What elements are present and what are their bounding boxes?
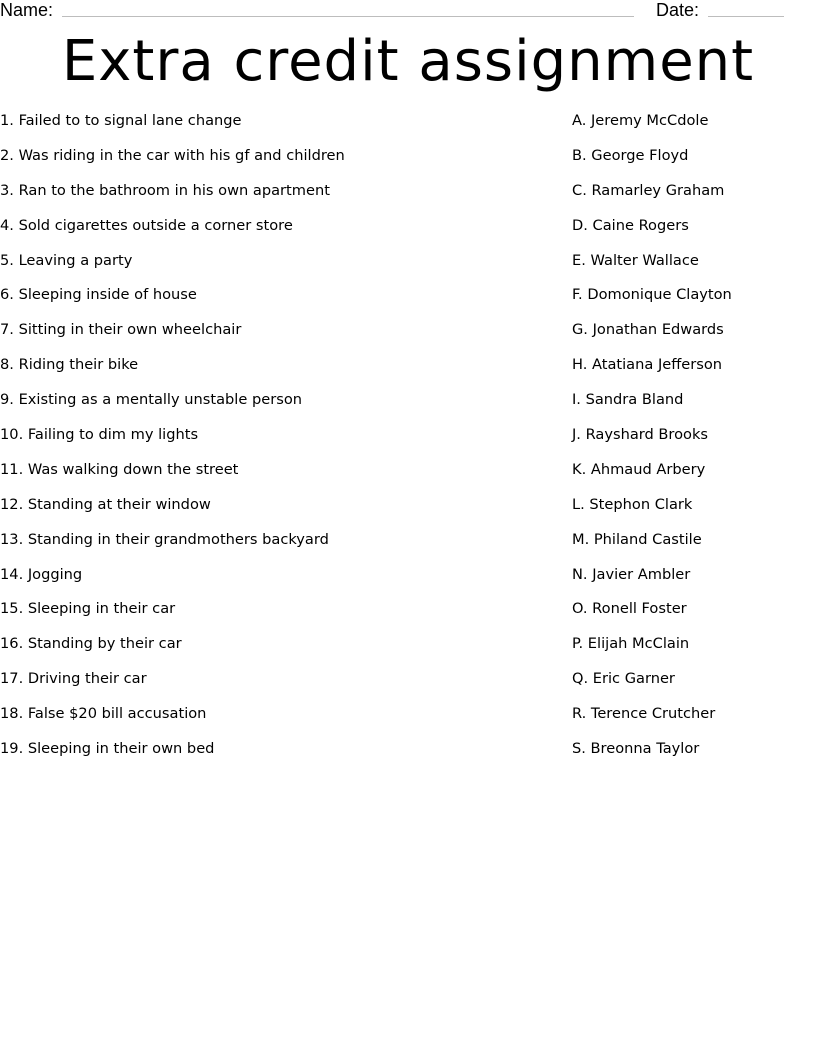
clue-item: 15. Sleeping in their car <box>0 600 176 618</box>
clue-item: 7. Sitting in their own wheelchair <box>0 321 242 339</box>
name-label: Name: <box>0 0 54 20</box>
clue-item: 11. Was walking down the street <box>0 460 239 478</box>
answer-item: E. Walter Wallace <box>572 251 699 269</box>
clue-item: 3. Ran to the bathroom in his own apartment <box>0 181 330 199</box>
clue-item: 14. Jogging <box>0 565 83 583</box>
clue-item: 10. Failing to dim my lights <box>0 426 199 444</box>
name-date-header <box>0 0 816 22</box>
answer-item: P. Elijah McClain <box>572 635 690 653</box>
answer-item: K. Ahmaud Arbery <box>572 460 706 478</box>
answer-item: D. Caine Rogers <box>572 216 689 234</box>
page-title: Extra credit assignment <box>61 29 755 94</box>
answer-item: Q. Eric Garner <box>572 670 675 688</box>
answer-item: A. Jeremy McCdole <box>572 112 709 129</box>
answer-item: G. Jonathan Edwards <box>572 321 724 339</box>
clue-item: 18. False $20 bill accusation <box>0 705 207 723</box>
clue-item: 8. Riding their bike <box>0 356 139 374</box>
answer-list <box>572 111 812 774</box>
clue-item: 4. Sold cigarettes outside a corner store <box>0 216 293 234</box>
clue-item: 13. Standing in their grandmothers backyard <box>0 530 329 548</box>
answer-item: R. Terence Crutcher <box>572 705 716 723</box>
clue-item: 19. Sleeping in their own bed <box>0 740 215 758</box>
date-blank-line <box>708 16 784 17</box>
clue-list <box>0 111 540 774</box>
clue-item: 2. Was riding in the car with his gf and children <box>0 146 345 164</box>
answer-item: C. Ramarley Graham <box>572 181 725 199</box>
date-label: Date: <box>656 0 700 20</box>
name-blank-line <box>62 16 634 17</box>
answer-item: O. Ronell Foster <box>572 600 687 618</box>
clue-item: 9. Existing as a mentally unstable person <box>0 391 302 409</box>
answer-item: H. Atatiana Jefferson <box>572 356 723 374</box>
clue-item: 17. Driving their car <box>0 670 147 688</box>
answer-item: F. Domonique Clayton <box>572 286 732 304</box>
clue-item: 6. Sleeping inside of house <box>0 286 197 304</box>
answer-item: J. Rayshard Brooks <box>572 426 709 444</box>
clue-item: 16. Standing by their car <box>0 635 182 653</box>
answer-item: S. Breonna Taylor <box>572 740 700 758</box>
answer-item: N. Javier Ambler <box>572 565 691 583</box>
answer-item: I. Sandra Bland <box>572 391 684 409</box>
answer-item: M. Philand Castile <box>572 530 702 548</box>
clue-item: 1. Failed to to signal lane change <box>0 112 242 129</box>
answer-item: B. George Floyd <box>572 146 689 164</box>
answer-item: L. Stephon Clark <box>572 495 693 513</box>
clue-item: 5. Leaving a party <box>0 251 133 269</box>
clue-item: 12. Standing at their window <box>0 495 211 513</box>
